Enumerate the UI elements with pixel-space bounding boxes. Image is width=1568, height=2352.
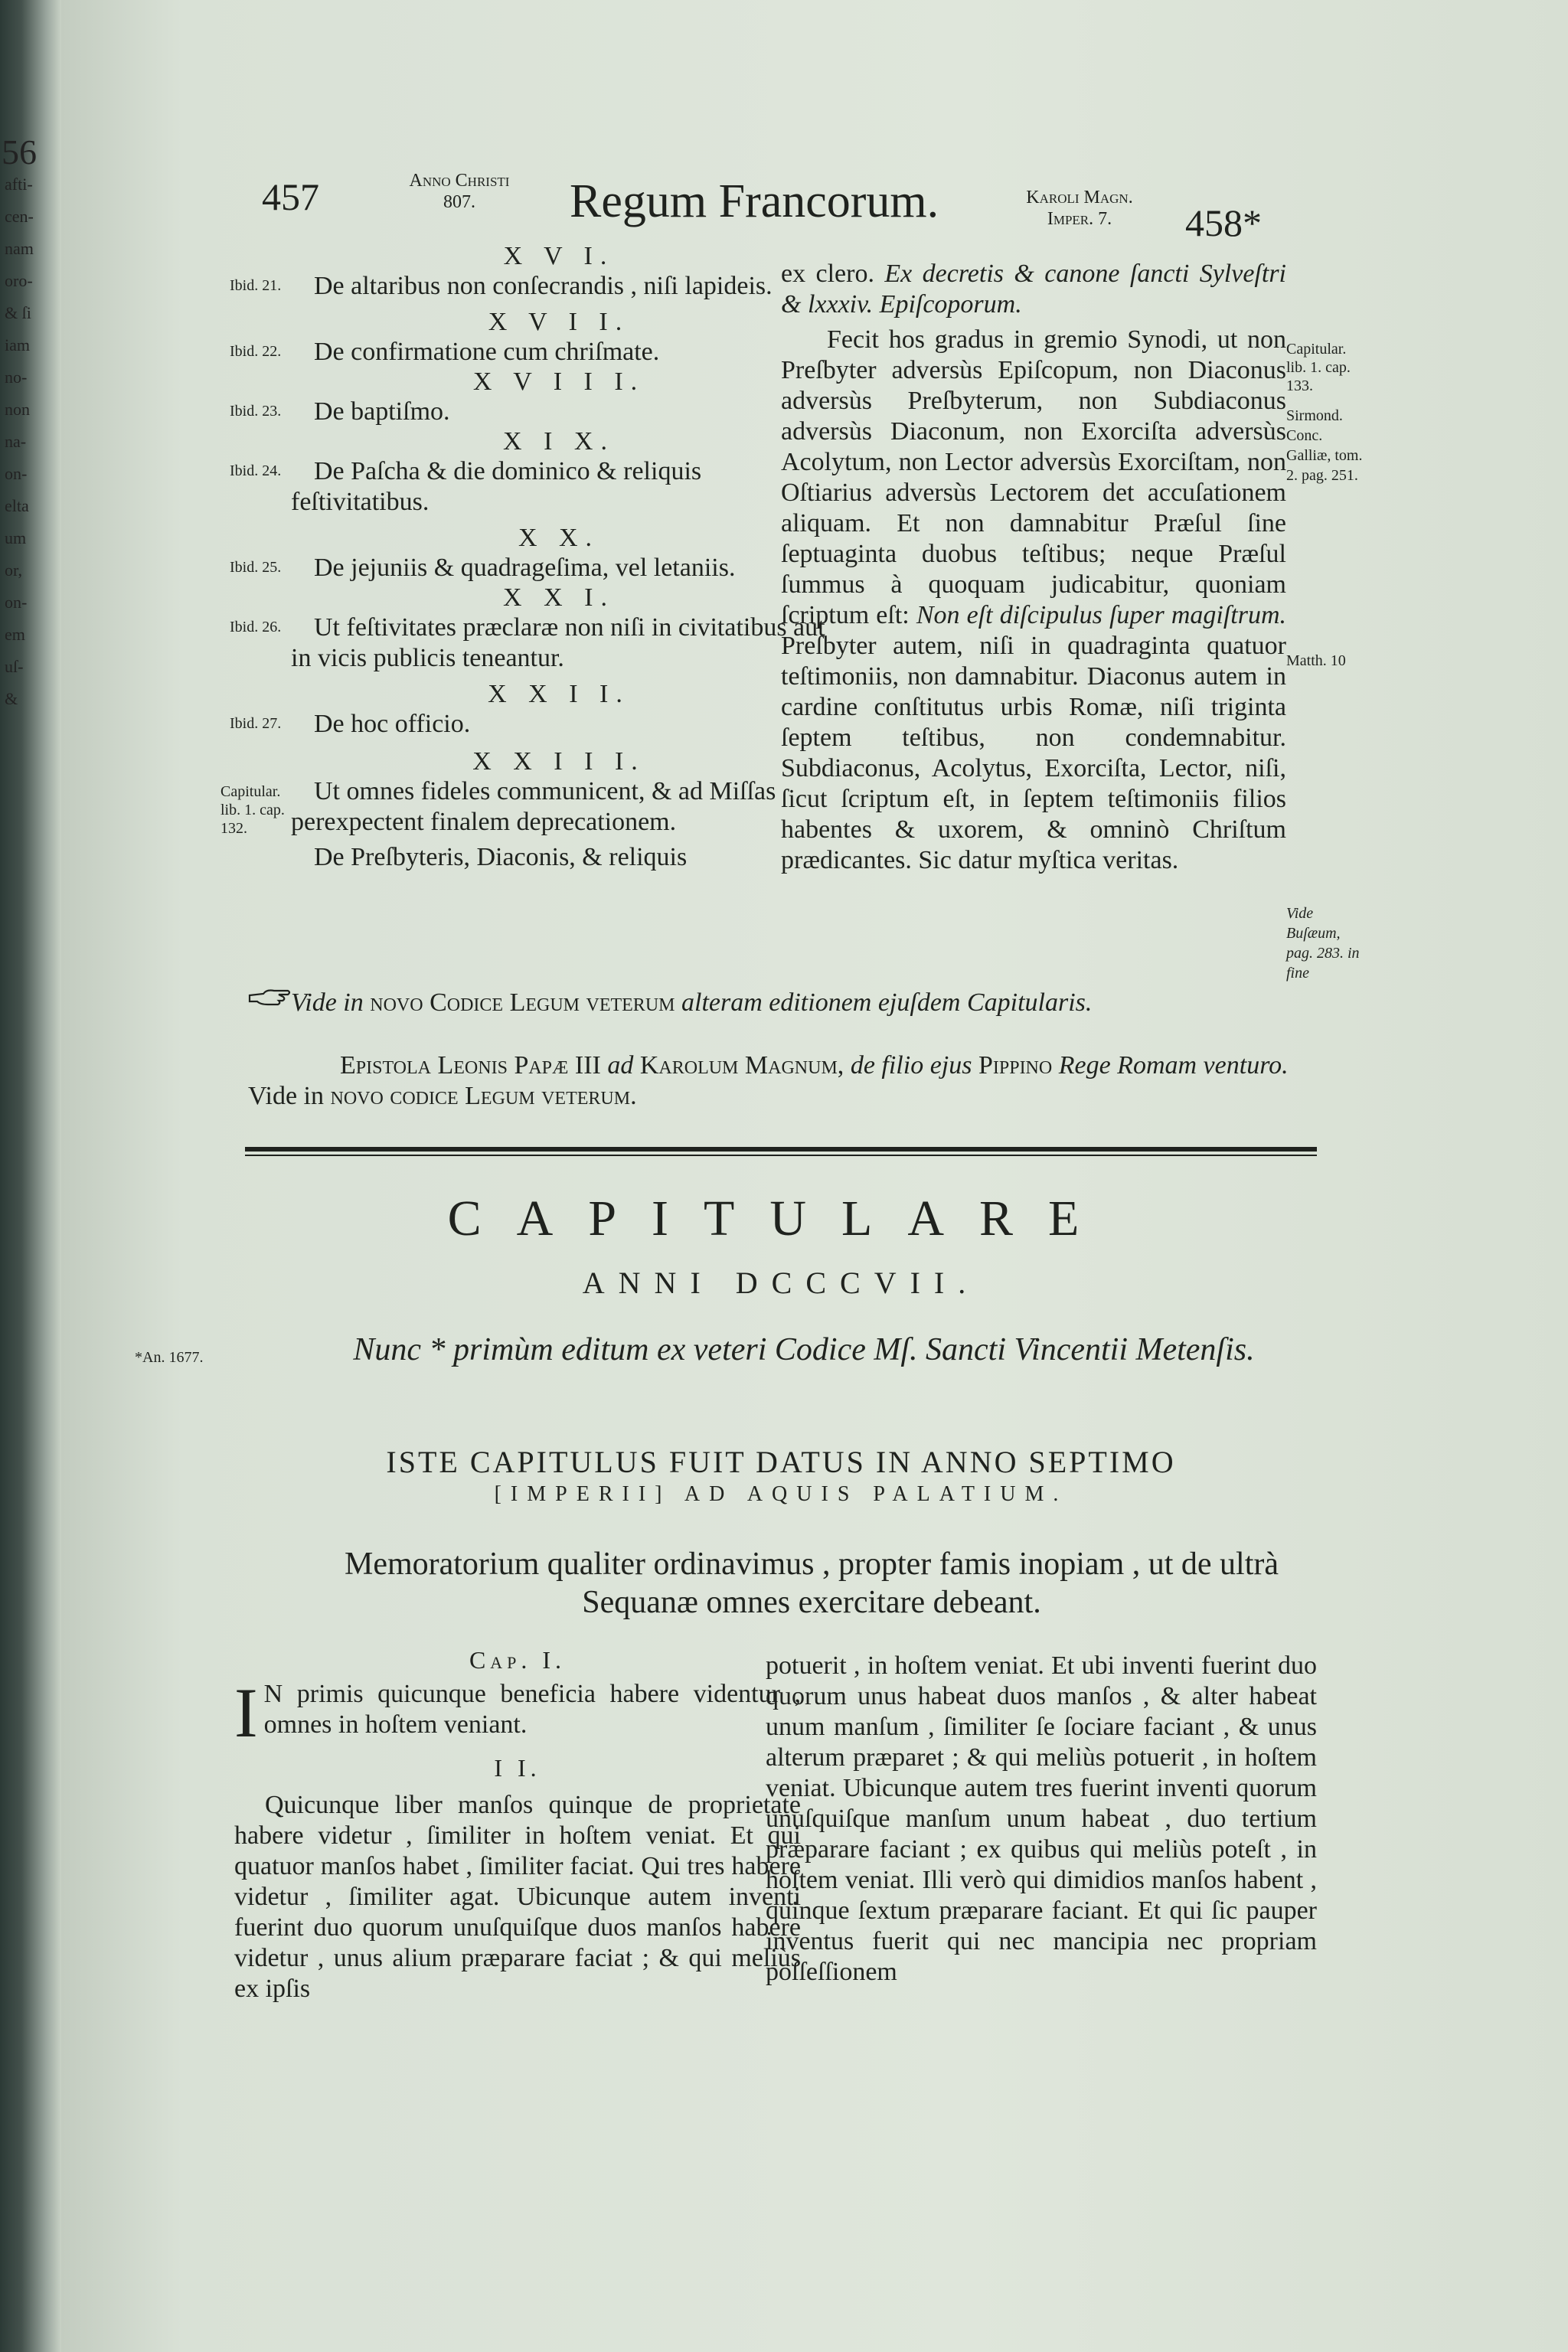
previous-page-fragment: na-	[5, 432, 27, 451]
previous-page-fragment: on-	[5, 464, 28, 483]
right-column	[781, 259, 1286, 876]
previous-page-fragment: non	[5, 400, 30, 419]
epistola-f: Vide in	[248, 1082, 324, 1110]
roman-numeral: X X I I I.	[472, 747, 645, 776]
roman-numeral: X V I I.	[488, 308, 630, 336]
entry-text: Ut feſtivitates præclaræ non niſi in civitatibus aut in vicis publicis teneantur.	[291, 613, 825, 672]
chapters-right-column: potuerit , in hoſtem veniat. Et ubi inventi fuerint duo quorum unus habeat duos manſos , & alter habeat unum manſum , ſimiliter ſe ſociare faciant , & unus alterum præparet ; & qui meliùs potuerit , in hoſtem veniat. Ubicunque autem tres fuerint inventi quorum unuſquiſque manſum unum habeat , duo tertium præparare faciant ; ex quibus qui meliùs poteſt , in hoſtem veniat. Illi verò qui dimidios manſos habent , quinque ſextum præparare faciant. Et qui ſic pauper inventus fuerit qui nec mancipia nec propriam poſſeſſionem	[766, 1651, 1317, 1986]
margin-note: Ibid. 24.	[230, 462, 282, 479]
right-body-a: Fecit hos gradus in gremio Synodi, ut non Preſbyter adversùs Epiſcopum, non Diaconus adversùs Preſbyterum, non Subdiaconus adversùs Diaconum, non Exorciſta adversùs Acolytum, non Lector adversùs Exorciſtam, non Oſtiarius adversùs Lectorem det accuſationem aliquam. Et non damnabitur Præſul ſine ſeptuaginta duobus teſtibus; neque Præſul ſummus à quoquam judicabitur, quoniam ſcriptum eſt:	[781, 325, 1286, 629]
entry-text: De altaribus non conſecrandis , niſi lapideis.	[314, 272, 773, 300]
chapter-1-text	[234, 1674, 801, 1752]
capitulare-heading-2: [IMPERII] AD AQUIS PALATIUM.	[494, 1482, 1068, 1506]
epistola-b: Karolum Magnum,	[639, 1051, 844, 1080]
chapter-entry	[230, 583, 827, 674]
left-tail-text: De Preſbyteris, Diaconis, & reliquis	[314, 843, 688, 871]
epistola-e: Rege Romam venturo.	[1058, 1051, 1289, 1080]
previous-page-fragment: afti-	[5, 175, 33, 194]
right-intro-italic: Ex decretis & canone ſancti Sylveſtri & lxxxiv. Epiſcoporum.	[781, 260, 1287, 318]
roman-numeral: X X I I.	[488, 680, 630, 708]
drop-initial: I	[234, 1674, 258, 1752]
epistola-c: de filio ejus	[850, 1051, 972, 1080]
roman-numeral: X V I.	[503, 242, 615, 270]
chapter-entry	[230, 524, 827, 583]
previous-page-fragment: &	[5, 689, 18, 708]
previous-page-fragment: no-	[5, 368, 28, 387]
entry-text: De baptiſmo.	[314, 397, 450, 426]
margin-note-an: *An. 1677.	[135, 1349, 204, 1366]
page-number-left: 457	[262, 175, 319, 218]
page-number-right: 458*	[1185, 201, 1262, 244]
left-column	[220, 242, 827, 873]
pointing-hand-icon	[248, 986, 291, 1013]
previous-page-fragment: nam	[5, 239, 34, 258]
entry-text: Ut omnes fideles communicent, & ad Miſſas perexpectent finalem deprecationem.	[291, 777, 776, 836]
previous-page-fragment: on-	[5, 593, 28, 612]
previous-page-fragment: & ſi	[5, 303, 31, 322]
margin-note-capitular: Capitular. lib. 1. cap. 133.	[1286, 341, 1351, 394]
entry-text: De Paſcha & die dominico & reliquis feſtivitatibus.	[291, 457, 702, 516]
previous-page-fragment: elta	[5, 496, 29, 515]
right-intro: ex clero.	[781, 260, 874, 288]
vide-codex: novo Codice Legum veterum	[370, 988, 675, 1017]
margin-note: Ibid. 26.	[230, 619, 282, 635]
chapter-entry	[220, 747, 827, 838]
karoli-line1: Karoli Magn.	[1026, 188, 1133, 207]
previous-page-fragment: uſ-	[5, 657, 24, 676]
margin-note: Ibid. 23.	[230, 403, 282, 420]
previous-page-fragment: cen-	[5, 207, 34, 226]
epistola-note	[248, 1050, 1320, 1112]
entry-text: De hoc officio.	[314, 710, 471, 738]
chapter-2-text: Quicunque liber manſos quinque de proprietate habere videtur , ſimiliter in hoſtem veniat. Et qui quatuor manſos habet , ſimiliter faciat. Qui tres habere videtur , ſimiliter agat. Ubicunque autem inventi fuerint duo quorum unuſquiſque duos manſos habere videtur , unus alium præparare faciat ; & qui meliùs ex ipſis	[234, 1791, 801, 2003]
chapter-1-label: Cap. I.	[469, 1646, 567, 1674]
memoratorium: Memoratorium qualiter ordinavimus , propter famis inopiam , ut de ultrà Sequanæ omnes exercitare debeant.	[344, 1547, 1279, 1620]
vide-prefix: Vide in	[291, 988, 364, 1017]
margin-note-vide: Vide Buſæum, pag. 283. in fine	[1286, 905, 1360, 982]
epistola-a: Epistola Leonis Papæ III	[340, 1051, 601, 1080]
vide-rest: alteram editionem ejuſdem Capitularis.	[681, 988, 1093, 1017]
capitulare-year: ANNI DCCCVII.	[582, 1266, 980, 1300]
right-quote: Non eſt diſcipulus ſuper magiſtrum.	[916, 601, 1287, 629]
margin-note-matth: Matth. 10	[1286, 652, 1346, 669]
right-body-b: Preſbyter autem, niſi in quadraginta quatuor teſtimoniis, non damnabitur. Diaconus autem in cardine conſtitutus urbis Romæ, niſi triginta ſeptem teſtibus, non condemnabitur. Subdiaconus, Acolytus, Exorciſta, Lector, niſi, ſicut ſcriptum eſt, in ſeptem teſtimoniis filios habentes & uxorem, & omninò Chriſtum prædicantes. Sic datur myſtica veritas.	[781, 632, 1286, 874]
chapter-entry	[230, 427, 827, 518]
chapter-entry	[230, 308, 827, 368]
margin-note: Ibid. 27.	[230, 715, 282, 732]
running-title: Regum Francorum.	[570, 175, 939, 227]
margin-note: Capitular. lib. 1. cap. 132.	[220, 783, 285, 837]
anno-christi-line1: Anno Christi	[409, 171, 510, 191]
karoli-magn	[980, 187, 1179, 230]
previous-page-edge	[0, 0, 43, 2352]
margin-note: Ibid. 21.	[230, 277, 282, 294]
chapter-1-body: N primis quicunque beneficia habere videntur , omnes in hoſtem veniant.	[263, 1680, 801, 1739]
epistola-ad: ad	[607, 1051, 634, 1080]
capitulare-subtitle: Nunc * primùm editum ex veteri Codice Mſ. Sancti Vincentii Metenſis.	[353, 1332, 1255, 1367]
separator-rule-thin	[245, 1155, 1317, 1156]
entry-text: De jejuniis & quadrageſima, vel letaniis.	[314, 554, 736, 582]
vide-note	[291, 988, 1317, 1018]
previous-page-fragment: em	[5, 625, 25, 644]
roman-numeral: X V I I I.	[472, 368, 645, 396]
page	[61, 0, 1568, 2352]
previous-page-number: 56	[2, 132, 37, 172]
roman-numeral: X X.	[518, 524, 600, 552]
karoli-line2: Imper. 7.	[1047, 209, 1112, 229]
chapter-entry	[230, 242, 827, 302]
margin-note-sirmond: Sirmond. Conc. Galliæ, tom. 2. pag. 251.	[1286, 407, 1363, 484]
capitulare-title: CAPITULARE	[447, 1191, 1115, 1246]
previous-page-fragments	[0, 168, 43, 715]
right-paragraph	[781, 325, 1286, 876]
anno-christi	[360, 170, 559, 213]
previous-page-fragment: iam	[5, 335, 30, 354]
anno-christi-line2: 807.	[443, 192, 475, 212]
roman-numeral: X I X.	[503, 427, 615, 456]
chapter-entry	[230, 680, 827, 740]
chapter-2-label: I I.	[494, 1754, 541, 1782]
chapter-entry	[230, 368, 827, 427]
previous-page-fragment: or,	[5, 560, 22, 580]
entry-text: De confirmatione cum chriſmate.	[314, 338, 660, 366]
chapters-left-column	[234, 1646, 801, 2004]
margin-note: Ibid. 25.	[230, 559, 282, 576]
separator-rule-thick	[245, 1147, 1317, 1152]
epistola-d: Pippino	[978, 1051, 1053, 1080]
margin-note: Ibid. 22.	[230, 343, 282, 360]
previous-page-fragment: oro-	[5, 271, 33, 290]
roman-numeral: X X I.	[503, 583, 615, 612]
previous-page-fragment: um	[5, 528, 27, 547]
capitulare-heading-1: ISTE CAPITULUS FUIT DATUS IN ANNO SEPTIMO	[386, 1445, 1176, 1479]
epistola-g: novo codice Legum veterum.	[330, 1082, 637, 1110]
